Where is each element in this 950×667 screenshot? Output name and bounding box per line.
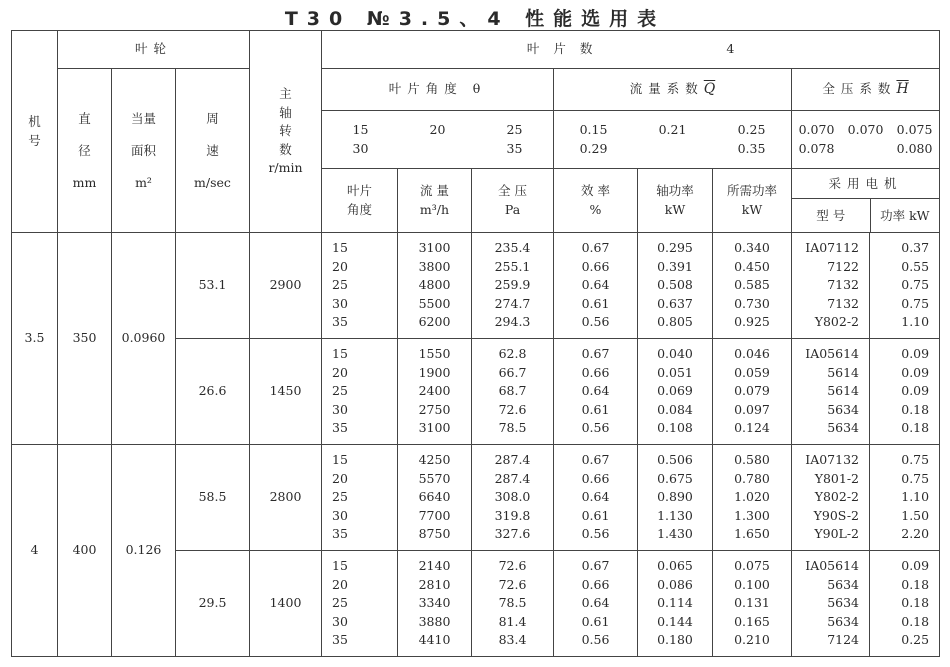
peripheral-speed-cell: 29.5 (176, 551, 250, 657)
flow-cell: 1550 1900 2400 2750 3100 (398, 339, 472, 445)
flow-coef-values: 0.15 0.21 0.25 0.29 0.35 (554, 111, 792, 169)
angle-cell: 15 20 25 30 35 (322, 445, 398, 551)
header-flow-coef: 流量系数$\overline{Q}$ (554, 69, 792, 111)
efficiency-cell: 0.67 0.66 0.64 0.61 0.56 (554, 233, 638, 339)
angle-cell: 15 20 25 30 35 (322, 551, 398, 657)
header-impeller: 叶轮 (58, 31, 250, 69)
col-header-shaft-power: 轴功率 kW (638, 169, 713, 233)
flow-cell: 4250 5570 6640 7700 8750 (398, 445, 472, 551)
col-header-efficiency: 效 率 % (554, 169, 638, 233)
col-header-flow: 流 量 m³/h (398, 169, 472, 233)
blade-angle-values: 15 20 25 30 35 (322, 111, 554, 169)
motor-power-cell: 0.09 0.09 0.09 0.18 0.18 (870, 339, 940, 445)
req-power-cell: 0.075 0.100 0.131 0.165 0.210 (713, 551, 792, 657)
pressure-cell: 235.4 255.1 259.9 274.7 294.3 (472, 233, 554, 339)
performance-table (11, 30, 940, 657)
peripheral-speed-cell: 53.1 (176, 233, 250, 339)
motor-power-cell: 0.37 0.55 0.75 0.75 1.10 (870, 233, 940, 339)
motor-power-cell: 0.09 0.18 0.18 0.18 0.25 (870, 551, 940, 657)
area-cell: 0.0960 (112, 233, 176, 445)
rpm-cell: 2800 (250, 445, 322, 551)
req-power-cell: 0.580 0.780 1.020 1.300 1.650 (713, 445, 792, 551)
col-header-angle: 叶片 角度 (322, 169, 398, 233)
col-header-motor-model: 型 号 (792, 199, 871, 232)
peripheral-speed-cell: 58.5 (176, 445, 250, 551)
header-shaft-speed: 主 轴 转 数 r/min (250, 31, 322, 233)
rpm-cell: 1400 (250, 551, 322, 657)
pressure-cell: 62.8 66.7 68.7 72.6 78.5 (472, 339, 554, 445)
area-cell: 0.126 (112, 445, 176, 657)
machine-no-cell: 3.5 (12, 233, 58, 445)
header-blades: 叶片数 4 (322, 31, 940, 69)
shaft-power-cell: 0.065 0.086 0.114 0.144 0.180 (638, 551, 713, 657)
header-diameter: 直 径 mm (58, 69, 112, 233)
req-power-cell: 0.340 0.450 0.585 0.730 0.925 (713, 233, 792, 339)
header-pressure-coef: 全压系数$\overline{H}$ (792, 69, 940, 111)
diameter-cell: 350 (58, 233, 112, 445)
header-blade-angle: 叶片角度 θ (322, 69, 554, 111)
pressure-coef-values: 0.070 0.070 0.075 0.078 0.080 (792, 111, 940, 169)
col-header-motor: 采用电机 型 号 功率 kW (792, 169, 940, 233)
col-header-motor-power: 功率 kW (880, 207, 930, 223)
shaft-power-cell: 0.506 0.675 0.890 1.130 1.430 (638, 445, 713, 551)
page-title: T30 №3.5、4 性能选用表 (284, 8, 666, 30)
req-power-cell: 0.046 0.059 0.079 0.097 0.124 (713, 339, 792, 445)
col-header-pressure: 全 压 Pa (472, 169, 554, 233)
table-row (12, 233, 940, 339)
col-header-req-power: 所需功率 kW (713, 169, 792, 233)
diameter-cell: 400 (58, 445, 112, 657)
rpm-cell: 1450 (250, 339, 322, 445)
efficiency-cell: 0.67 0.66 0.64 0.61 0.56 (554, 551, 638, 657)
flow-cell: 3100 3800 4800 5500 6200 (398, 233, 472, 339)
motor-model-cell: IA07132 Y801-2 Y802-2 Y90S-2 Y90L-2 (792, 445, 870, 551)
table-row (12, 445, 940, 551)
angle-cell: 15 20 25 30 35 (322, 233, 398, 339)
rpm-cell: 2900 (250, 233, 322, 339)
flow-cell: 2140 2810 3340 3880 4410 (398, 551, 472, 657)
motor-power-cell: 0.75 0.75 1.10 1.50 2.20 (870, 445, 940, 551)
header-equiv-area: 当量 面积 m² (112, 69, 176, 233)
efficiency-cell: 0.67 0.66 0.64 0.61 0.56 (554, 339, 638, 445)
shaft-power-cell: 0.295 0.391 0.508 0.637 0.805 (638, 233, 713, 339)
motor-model-cell: IA05614 5614 5614 5634 5634 (792, 339, 870, 445)
pressure-cell: 72.6 72.6 78.5 81.4 83.4 (472, 551, 554, 657)
pressure-cell: 287.4 287.4 308.0 319.8 327.6 (472, 445, 554, 551)
peripheral-speed-cell: 26.6 (176, 339, 250, 445)
angle-cell: 15 20 25 30 35 (322, 339, 398, 445)
machine-no-cell: 4 (12, 445, 58, 657)
header-peripheral-speed: 周 速 m/sec (176, 69, 250, 233)
motor-model-cell: IA07112 7122 7132 7132 Y802-2 (792, 233, 870, 339)
header-machine-no: 机 号 (12, 31, 58, 233)
motor-model-cell: IA05614 5634 5634 5634 7124 (792, 551, 870, 657)
efficiency-cell: 0.67 0.66 0.64 0.61 0.56 (554, 445, 638, 551)
shaft-power-cell: 0.040 0.051 0.069 0.084 0.108 (638, 339, 713, 445)
